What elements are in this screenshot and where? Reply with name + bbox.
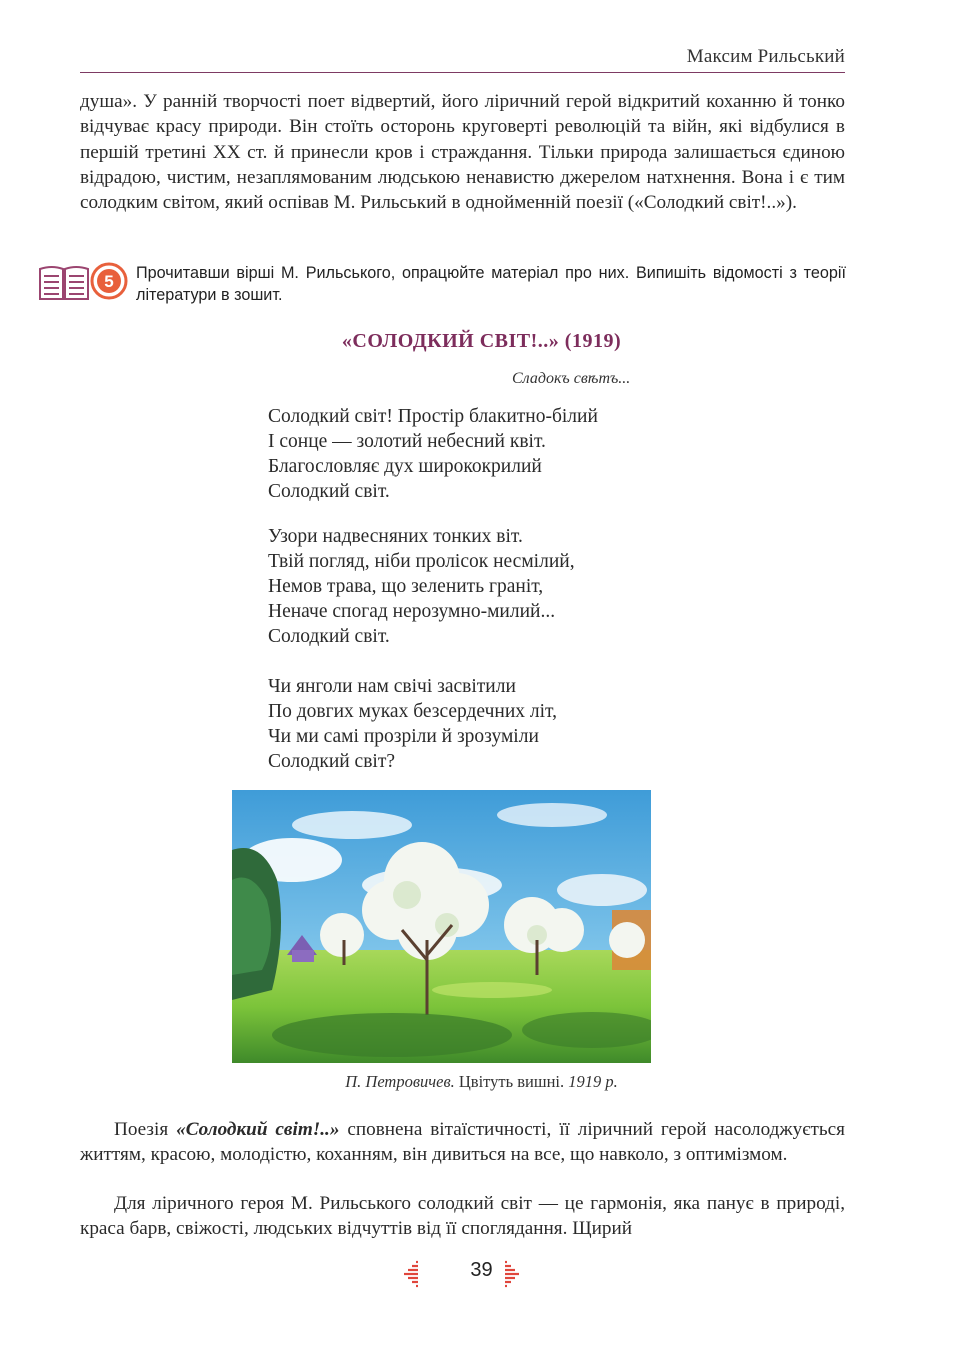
poem-line: Немов трава, що зеленить граніт,	[268, 576, 544, 597]
poem-line: Солодкий світ.	[268, 481, 390, 502]
task-text: Прочитавши вірші М. Рильського, опрацюйте матеріал про них. Випишіть відомості з теорії літератури в зошит.	[136, 264, 846, 304]
caption-author: П. Петровичев.	[345, 1072, 455, 1091]
poem-line: Твій погляд, ніби пролісок несмілий,	[268, 551, 575, 572]
poem-line: Солодкий світ! Простір блакитно-білий	[268, 406, 598, 427]
body2-text: Для ліричного героя М. Рильського солодкий світ — це гармонія, яка панує в природі, краса барв, свіжості, людських відчуттів від її споглядання. Щирий	[80, 1193, 845, 1240]
painting-caption	[0, 1072, 963, 1092]
task-block	[38, 258, 848, 308]
poem-line: По довгих муках безсердечних літ,	[268, 701, 557, 722]
poem-line: Солодкий світ.	[268, 626, 390, 647]
body1-rest: сповнена вітаїстичності, її ліричний герой насолоджується життям, красою, молодістю, коханням, він дивиться на все, що навколо, з оптимізмом.	[80, 1119, 845, 1166]
poem-stanza-1	[268, 404, 598, 504]
poem-line: І сонце — золотий небесний квіт.	[268, 431, 546, 452]
body-paragraph-1	[80, 1117, 845, 1168]
poem-line: Благословляє дух ширококрилий	[268, 456, 542, 477]
book-icon	[38, 263, 90, 301]
task-number-badge	[90, 262, 128, 300]
task-number: 5	[104, 272, 114, 291]
intro-paragraph: душа». У ранній творчості поет відвертий, його ліричний герой відкритий коханню й тонко відчуває красу природи. Він стоїть осторонь круговерті революцій та війн, які відбулися в першій третині XX ст. й принесли кров і страждання. Тільки природа залишається єдиною відрадою, чистим, незаплямованим людською ненавистю джерелом натхнення. Вона і є тим солодким світом, який оспівав М. Рильський в однойменній поезії («Солодкий світ!..»).	[80, 91, 845, 214]
poem-stanza-3	[268, 674, 557, 774]
poem-line: Узори надвесняних тонких віт.	[268, 526, 523, 547]
poem-line: Солодкий світ?	[268, 751, 396, 772]
caption-title: Цвітуть вишні.	[454, 1072, 569, 1091]
caption-year: 1919 р.	[568, 1072, 618, 1091]
running-header	[80, 44, 845, 73]
poem-line: Чи янголи нам свічі засвітили	[268, 676, 516, 697]
page-number: 39	[470, 1259, 493, 1281]
painting-image	[232, 790, 651, 1063]
poem-epigraph: Сладокъ свѣтъ...	[512, 370, 631, 387]
poem-title: «СОЛОДКИЙ СВІТ!..» (1919)	[341, 330, 622, 352]
poem-stanza-2	[268, 524, 575, 649]
chevron-right-icon	[503, 1258, 523, 1290]
poem-line: Неначе спогад нерозумно-милий...	[268, 601, 556, 622]
poem-line: Чи ми самі прозріли й зрозуміли	[268, 726, 539, 747]
body-paragraph-2	[80, 1191, 845, 1242]
body1-highlight: «Солодкий світ!..»	[176, 1119, 340, 1140]
header-author: Максим Рильський	[686, 46, 845, 67]
body1-start: Поезія	[114, 1119, 177, 1140]
